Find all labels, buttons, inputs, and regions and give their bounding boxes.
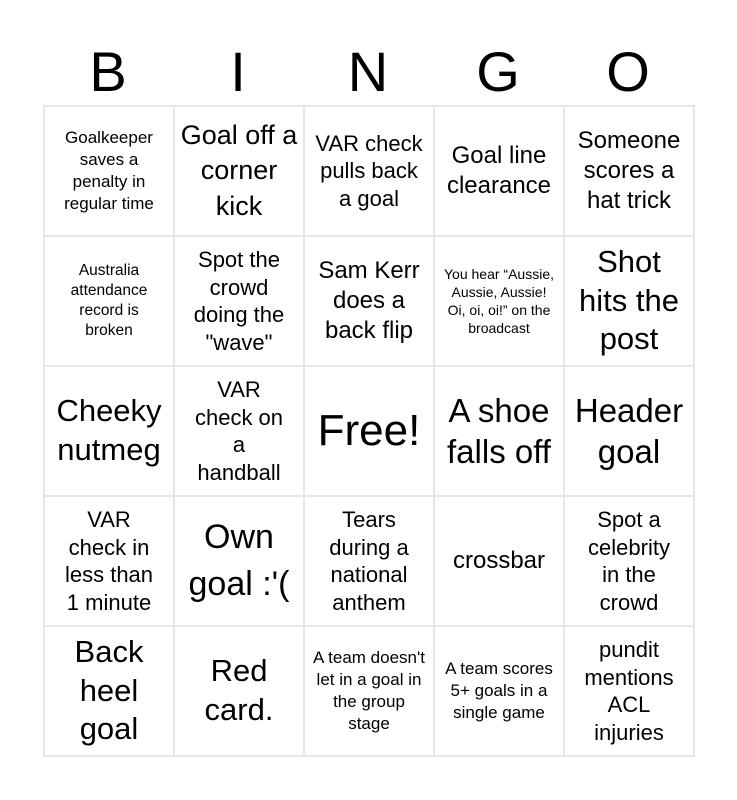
- cell-text: Back heel goal: [74, 633, 144, 747]
- bingo-cell[interactable]: [565, 237, 693, 365]
- bingo-cell[interactable]: [45, 497, 173, 625]
- bingo-cell[interactable]: [45, 627, 173, 755]
- cell-text: VAR check on a handball: [194, 377, 284, 485]
- bingo-cell[interactable]: [435, 627, 563, 755]
- cell-text: Shot hits the post: [579, 243, 679, 357]
- bingo-cell[interactable]: [305, 497, 433, 625]
- bingo-cell[interactable]: [175, 107, 303, 235]
- cell-text: Own goal :'(: [188, 518, 290, 603]
- cell-text: You hear “Aussie, Aussie, Aussie! Oi, oi, oi!” on the broadcast: [444, 265, 554, 337]
- cell-text: VAR check in less than 1 minute: [64, 507, 154, 615]
- bingo-cell[interactable]: [565, 497, 693, 625]
- cell-text: Spot a celebrity in the crowd: [588, 507, 670, 615]
- header-letter-o: O: [606, 40, 650, 103]
- cell-text: A team doesn't let in a goal in the group stage: [313, 647, 425, 734]
- bingo-cell[interactable]: [565, 367, 693, 495]
- cell-text: A team scores 5+ goals in a single game: [445, 658, 553, 723]
- cell-text: Sam Kerr does a back flip: [318, 257, 420, 344]
- bingo-cell[interactable]: [305, 627, 433, 755]
- cell-text: Header goal: [574, 391, 684, 470]
- bingo-cell[interactable]: [175, 237, 303, 365]
- bingo-cell[interactable]: [565, 107, 693, 235]
- bingo-cell[interactable]: [305, 237, 433, 365]
- cell-text: Tears during a national anthem: [329, 507, 409, 615]
- cell-text: crossbar: [452, 547, 546, 574]
- cell-text: pundit mentions ACL injuries: [584, 637, 674, 745]
- header-letter-i: I: [230, 40, 246, 103]
- bingo-cell[interactable]: [45, 367, 173, 495]
- cell-text: Cheeky nutmeg: [56, 393, 162, 467]
- cell-text: Goal off a corner kick: [180, 120, 298, 221]
- bingo-cell[interactable]: [435, 497, 563, 625]
- bingo-cell[interactable]: [565, 627, 693, 755]
- cell-text: VAR check pulls back a goal: [315, 130, 423, 211]
- bingo-header: [43, 40, 693, 104]
- bingo-cell[interactable]: [45, 107, 173, 235]
- bingo-cell[interactable]: [45, 237, 173, 365]
- bingo-cell[interactable]: [305, 107, 433, 235]
- cell-text: Spot the crowd doing the "wave": [193, 247, 285, 355]
- bingo-cell[interactable]: [175, 497, 303, 625]
- cell-text: Goalkeeper saves a penalty in regular time: [64, 127, 154, 214]
- cell-text: Someone scores a hat trick: [577, 127, 681, 214]
- free-space[interactable]: [305, 367, 433, 495]
- cell-text: A shoe falls off: [447, 391, 551, 470]
- bingo-grid: [43, 105, 695, 757]
- header-letter-b: B: [89, 40, 127, 103]
- header-letter-n: N: [347, 40, 389, 103]
- cell-text: Goal line clearance: [446, 142, 552, 199]
- bingo-cell[interactable]: [435, 107, 563, 235]
- cell-text: Australia attendance record is broken: [70, 261, 148, 340]
- bingo-cell[interactable]: [175, 367, 303, 495]
- header-letter-g: G: [476, 40, 520, 103]
- bingo-cell[interactable]: [435, 237, 563, 365]
- bingo-cell[interactable]: [435, 367, 563, 495]
- bingo-cell[interactable]: [175, 627, 303, 755]
- cell-text: Red card.: [204, 653, 274, 727]
- cell-text: Free!: [317, 405, 421, 455]
